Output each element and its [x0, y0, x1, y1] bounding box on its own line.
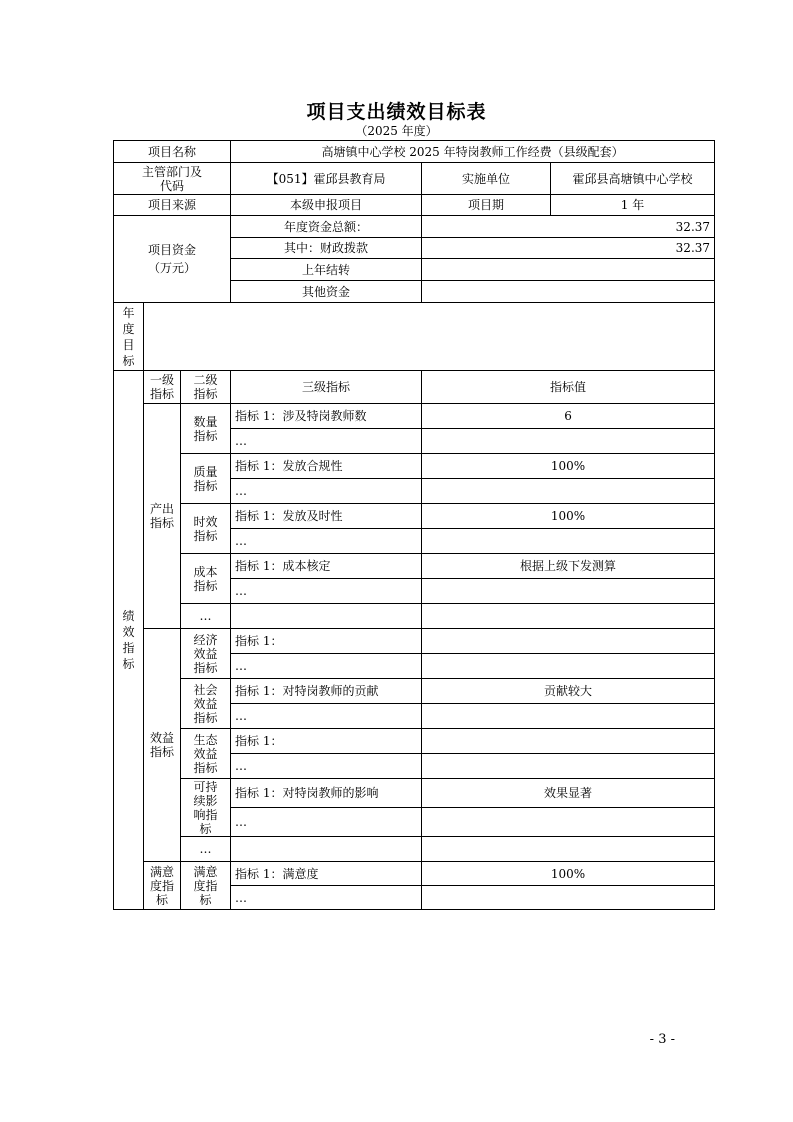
header-value: 指标值	[422, 371, 715, 404]
economic-name: 指标 1：	[231, 629, 422, 654]
row-metrics-header	[114, 371, 715, 404]
timeliness-more-value	[422, 529, 715, 554]
funds-total-value: 32.37	[422, 216, 715, 238]
funds-fiscal-value: 32.37	[422, 238, 715, 259]
document-subtitle: （2025 年度）	[355, 124, 438, 138]
header-level1: 一级指标	[144, 371, 181, 404]
document-title: 项目支出绩效目标表	[306, 101, 487, 123]
funds-label: 项目资金（万元）	[114, 216, 231, 303]
implementer-label: 实施单位	[422, 163, 551, 195]
department-label: 主管部门及代码	[114, 163, 231, 195]
row-department	[114, 163, 715, 195]
output-label: 产出指标	[144, 404, 181, 629]
row-annual-goal	[114, 303, 715, 371]
ecological-ellipsis: …	[231, 754, 422, 779]
funds-fiscal-label: 其中：财政拨款	[231, 238, 422, 259]
timeliness-value: 100%	[422, 504, 715, 529]
department-value: 【051】霍邱县教育局	[231, 163, 422, 195]
quantity-label: 数量指标	[181, 404, 231, 454]
row-ecological	[114, 729, 715, 754]
row-economic	[114, 629, 715, 654]
output-ellipsis: …	[181, 604, 231, 629]
ecological-value	[422, 729, 715, 754]
social-value: 贡献较大	[422, 679, 715, 704]
annual-goal-text	[144, 303, 715, 371]
cost-name: 指标 1：成本核定	[231, 554, 422, 579]
quantity-more-value	[422, 429, 715, 454]
social-name: 指标 1：对特岗教师的贡献	[231, 679, 422, 704]
sustainable-name: 指标 1：对特岗教师的影响	[231, 779, 422, 808]
sustainable-value: 效果显著	[422, 779, 715, 808]
quality-label: 质量指标	[181, 454, 231, 504]
row-project-name	[114, 141, 715, 163]
timeliness-name: 指标 1：发放及时性	[231, 504, 422, 529]
ecological-label: 生态效益指标	[181, 729, 231, 779]
row-sustainable	[114, 779, 715, 808]
benefit-ellipsis: …	[181, 837, 231, 862]
cost-value: 根据上级下发测算	[422, 554, 715, 579]
output-more-value	[422, 604, 715, 629]
output-more-name	[231, 604, 422, 629]
quality-name: 指标 1：发放合规性	[231, 454, 422, 479]
sustainable-label: 可持续影响指标	[181, 779, 231, 837]
economic-value	[422, 629, 715, 654]
quantity-name: 指标 1：涉及特岗教师数	[231, 404, 422, 429]
timeliness-label: 时效指标	[181, 504, 231, 554]
quality-ellipsis: …	[231, 479, 422, 504]
timeliness-ellipsis: …	[231, 529, 422, 554]
source-label: 项目来源	[114, 195, 231, 216]
row-benefit-more	[114, 837, 715, 862]
period-value: 1 年	[551, 195, 715, 216]
benefit-more-value	[422, 837, 715, 862]
metrics-section-label: 绩效指标	[114, 371, 144, 910]
economic-label: 经济效益指标	[181, 629, 231, 679]
header-level2: 二级指标	[181, 371, 231, 404]
sustainable-more-value	[422, 808, 715, 837]
cost-label: 成本指标	[181, 554, 231, 604]
funds-other-label: 其他资金	[231, 281, 422, 303]
social-ellipsis: …	[231, 704, 422, 729]
funds-total-label: 年度资金总额：	[231, 216, 422, 238]
satisfaction-more-value	[422, 886, 715, 910]
quality-more-value	[422, 479, 715, 504]
ecological-name: 指标 1：	[231, 729, 422, 754]
funds-other-value	[422, 281, 715, 303]
page-number: - 3 -	[649, 1032, 675, 1047]
implementer-value: 霍邱县高塘镇中心学校	[551, 163, 715, 195]
funds-carryover-value	[422, 259, 715, 281]
row-cost	[114, 554, 715, 579]
quantity-value: 6	[422, 404, 715, 429]
row-timeliness	[114, 504, 715, 529]
social-label: 社会效益指标	[181, 679, 231, 729]
sustainable-ellipsis: …	[231, 808, 422, 837]
satisfaction-value: 100%	[422, 862, 715, 886]
cost-ellipsis: …	[231, 579, 422, 604]
satisfaction-name: 指标 1：满意度	[231, 862, 422, 886]
benefit-more-name	[231, 837, 422, 862]
performance-target-table	[113, 140, 715, 910]
row-source	[114, 195, 715, 216]
row-quantity	[114, 404, 715, 429]
row-quality	[114, 454, 715, 479]
ecological-more-value	[422, 754, 715, 779]
satisfaction-level2-label: 满意度指标	[181, 862, 231, 910]
row-output-more	[114, 604, 715, 629]
satisfaction-ellipsis: …	[231, 886, 422, 910]
annual-goal-label: 年度目标	[114, 303, 144, 371]
cost-more-value	[422, 579, 715, 604]
row-social	[114, 679, 715, 704]
header-level3: 三级指标	[231, 371, 422, 404]
economic-more-value	[422, 654, 715, 679]
benefit-label: 效益指标	[144, 629, 181, 862]
social-more-value	[422, 704, 715, 729]
project-name-label: 项目名称	[114, 141, 231, 163]
quantity-ellipsis: …	[231, 429, 422, 454]
period-label: 项目期	[422, 195, 551, 216]
project-name-value: 高塘镇中心学校 2025 年特岗教师工作经费（县级配套）	[231, 141, 715, 163]
quality-value: 100%	[422, 454, 715, 479]
economic-ellipsis: …	[231, 654, 422, 679]
satisfaction-level1-label: 满意度指标	[144, 862, 181, 910]
row-funds-total	[114, 216, 715, 238]
row-satisfaction	[114, 862, 715, 886]
funds-carryover-label: 上年结转	[231, 259, 422, 281]
source-value: 本级申报项目	[231, 195, 422, 216]
